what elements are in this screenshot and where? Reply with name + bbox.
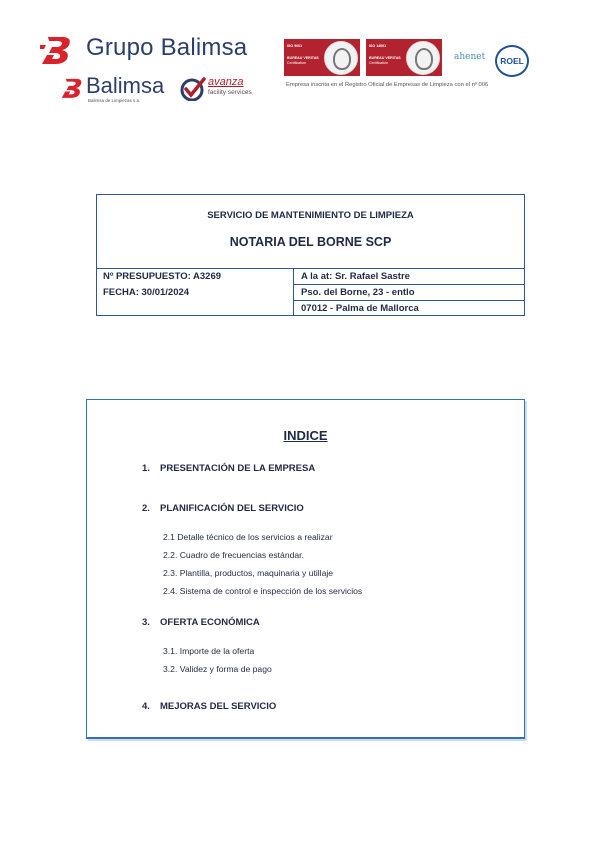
row-divider (294, 300, 524, 301)
quote-details-grid (97, 268, 524, 317)
section-title: MEJORAS DEL SERVICIO (160, 701, 277, 712)
attention-line: A la at: Sr. Rafael Sastre (301, 271, 410, 282)
column-divider (293, 268, 294, 316)
balimsa-name: Balimsa (86, 73, 165, 98)
index-section-3[interactable] (142, 617, 260, 628)
index-subitem[interactable]: 2.2. Cuadro de frecuencias estándar. (163, 550, 304, 560)
grupo-balimsa-name: Grupo Balimsa (86, 34, 248, 61)
iso-14001-certification-badge (366, 39, 442, 76)
index-subitem[interactable]: 3.1. Importe de la oferta (163, 646, 255, 656)
roel-logo: ROEL (495, 45, 529, 77)
budget-number: Nº PRESUPUESTO: A3269 (103, 271, 222, 282)
section-title: PRESENTACIÓN DE LA EMPRESA (160, 463, 316, 474)
balimsa-logo-icon (60, 76, 86, 100)
section-title: OFERTA ECONÓMICA (160, 617, 260, 628)
quote-row (97, 301, 524, 317)
index-section-2[interactable] (142, 503, 304, 514)
registry-note: Empresa inscrita en el Registro Oficial de Empresas de Limpieza con el nº 006 (286, 82, 489, 88)
section-number: 2. (142, 503, 150, 514)
index-subitem[interactable]: 3.2. Validez y forma de pago (163, 664, 272, 674)
index-subitem[interactable]: 2.1 Detalle técnico de los servicios a realizar (163, 532, 333, 542)
iso-9001-certification-badge (284, 39, 360, 76)
cert-status: Certification (287, 61, 306, 65)
address-line-2: 07012 - Palma de Mallorca (301, 303, 419, 314)
index-subitem[interactable]: 2.4. Sistema de control e inspección de los servicios (163, 586, 363, 596)
cert-body: BUREAU VERITAS (287, 56, 319, 60)
quote-row (97, 285, 524, 301)
cert-status: Certification (369, 61, 388, 65)
bureau-veritas-seal-icon (324, 41, 358, 75)
index-section-1[interactable] (142, 463, 315, 474)
index-subitem[interactable]: 2.3. Plantilla, productos, maquinaria y utillaje (163, 568, 334, 578)
section-number: 1. (142, 463, 150, 474)
bureau-veritas-seal-icon (406, 41, 440, 75)
client-name: NOTARIA DEL BORNE SCP (229, 235, 392, 249)
section-number: 3. (142, 617, 150, 628)
cert-standard: ISO 9001 (287, 44, 303, 48)
balimsa-tagline: Balimsa de Limpiezas s.a. (88, 98, 141, 103)
cert-body: BUREAU VERITAS (369, 56, 401, 60)
avanza-check-icon (180, 77, 206, 101)
avanza-tagline: facility services (208, 89, 252, 96)
index-box (86, 399, 525, 739)
ahenet-logo: ahenet (454, 52, 486, 62)
address-line-1: Pso. del Borne, 23 - entlo (301, 287, 415, 298)
avanza-name: avanza (208, 76, 244, 88)
grupo-balimsa-logo-icon (40, 33, 76, 67)
section-title: PLANIFICACIÓN DEL SERVICIO (160, 503, 304, 514)
index-section-4[interactable] (142, 701, 276, 712)
cert-standard: ISO 14001 (369, 44, 387, 48)
service-title: SERVICIO DE MANTENIMIENTO DE LIMPIEZA (207, 210, 414, 221)
quote-date: FECHA: 30/01/2024 (103, 287, 190, 298)
quote-info-box (96, 194, 525, 316)
quote-row (97, 269, 524, 285)
row-divider (294, 284, 524, 285)
section-number: 4. (142, 701, 150, 712)
index-title: INDICE (283, 428, 328, 443)
